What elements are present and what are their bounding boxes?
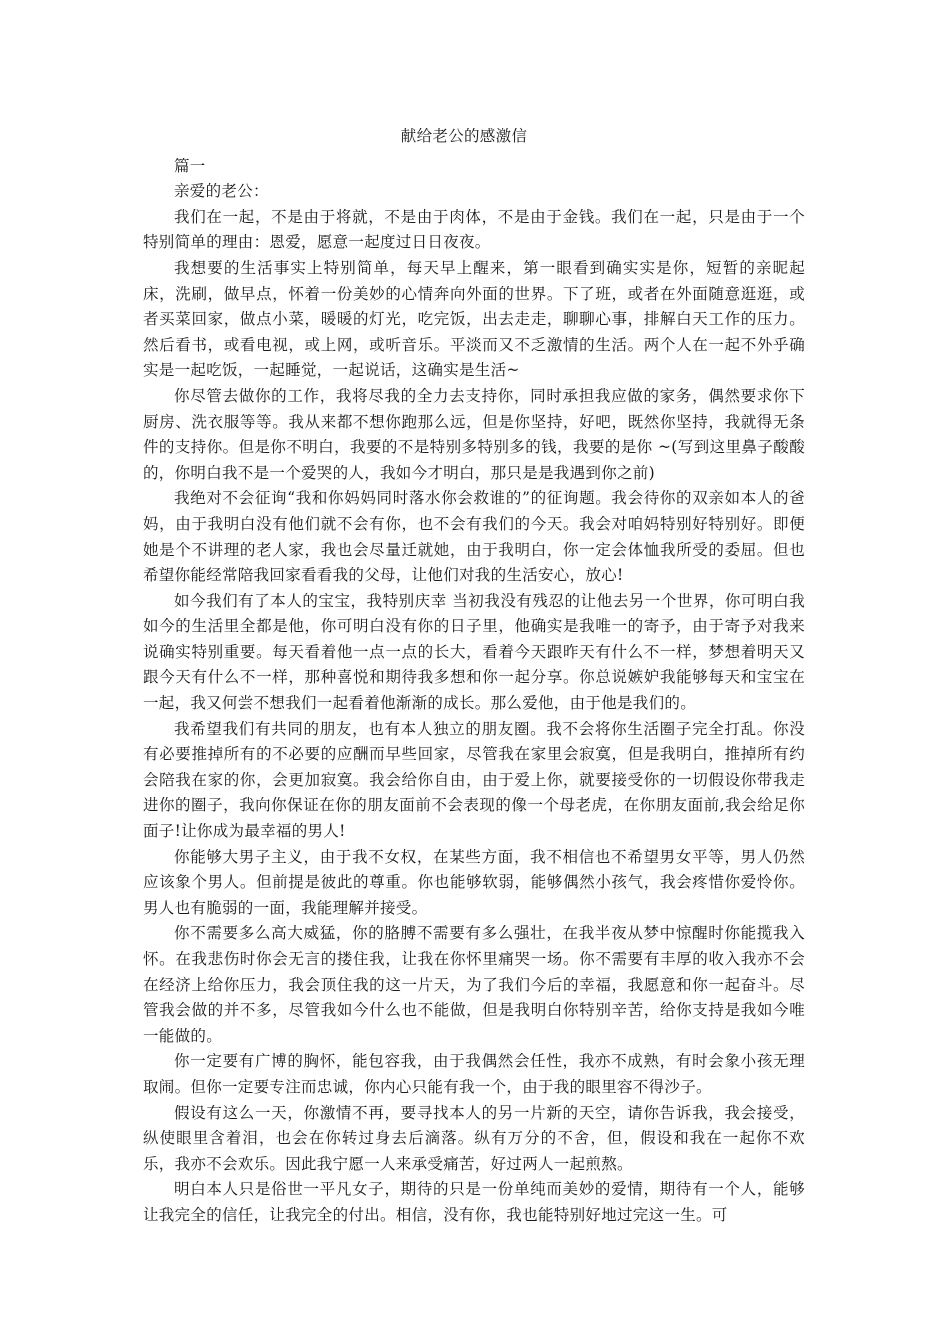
paragraph: 你能够大男子主义，由于我不女权，在某些方面，我不相信也不希望男女平等，男人仍然应该象个男人。但前提是彼此的尊重。你也能够软弱，能够偶然小孩气，我会疼惜你爱怜你。男人也有脆弱的一面，我能理解并接受。 — [143, 847, 805, 917]
salutation: 亲爱的老公： — [174, 182, 269, 201]
paragraph: 你尽管去做你的工作，我将尽我的全力去支持你，同时承担我应做的家务，偶然要求你下厨房、洗衣服等等。我从来都不想你跑那么远，但是你坚持，好吧，既然你坚持，我就得无条件的支持你。但是你不明白，我要的不是特别多特别多的钱，我要的是你 ~(写到这里鼻子酸酸的，你明白我不是一个爱哭的人，我如今才明白，那只是是我遇到你之前) — [143, 386, 805, 482]
paragraph: 你一定要有广博的胸怀，能包容我，由于我偶然会任性，我亦不成熟，有时会象小孩无理取闹。但你一定要专注而忠诚，你内心只能有我一个，由于我的眼里容不得沙子。 — [143, 1052, 805, 1096]
paragraph: 我们在一起，不是由于将就，不是由于肉体，不是由于金钱。我们在一起，只是由于一个特别简单的理由：恩爱，愿意一起度过日日夜夜。 — [143, 207, 805, 252]
document-title: 献给老公的感激信 — [400, 127, 528, 145]
paragraph: 我希望我们有共同的朋友，也有本人独立的朋友圈。我不会将你生活圈子完全打乱。你没有必要推掉所有的不必要的应酬而早些回家，尽管我在家里会寂寞，但是我明白，推掉所有约会陪我在家的你，会更加寂寞。我会给你自由，由于爱上你，就要接受你的一切假设你带我走进你的圈子，我向你保证在你的朋友面前不会表现的像一个母老虎，在你朋友面前,我会给足你面子!让你成为最幸福的男人! — [143, 719, 805, 841]
document-body — [143, 124, 805, 1229]
paragraph: 你不需要多么高大威猛，你的胳膊不需要有多么强壮，在我半夜从梦中惊醒时你能揽我入怀。在我悲伤时你会无言的搂住我，让我在你怀里痛哭一场。你不需要有丰厚的收入我亦不会在经济上给你压力，我会顶住我的这一片天，为了我们今后的幸福，我愿意和你一起奋斗。尽管我会做的并不多，尽管我如今什么也不能做，但是我明白你特别辛苦，给你支持是我如今唯一能做的。 — [143, 924, 805, 1045]
paragraph: 如今我们有了本人的宝宝，我特别庆幸 当初我没有残忍的让他去另一个世界，你可明白我如今的生活里全都是他，你可明白没有你的日子里，他确实是我唯一的寄予，由于寄予对我来说确实特别重要。每天看着他一点一点的长大，看着今天跟昨天有什么不一样，梦想着明天又跟今天有什么不一样，那种喜悦和期待我多想和你一起分享。你总说嫉妒我能够每天和宝宝在一起，我又何尝不想我们一起看着他渐渐的成长。那么爱他，由于他是我们的。 — [143, 591, 805, 713]
paragraph: 我绝对不会征询“我和你妈妈同时落水你会救谁的”的征询题。我会待你的双亲如本人的爸妈，由于我明白没有他们就不会有你，也不会有我们的今天。我会对咱妈特别好特别好。即便她是个不讲理的老人家，我也会尽量迁就她，由于我明白，你一定会体恤我所受的委屈。但也希望你能经常陪我回家看看我的父母，让他们对我的生活安心，放心! — [143, 489, 805, 585]
paragraph: 明白本人只是俗世一平凡女子，期待的只是一份单纯而美妙的爱情，期待有一个人，能够让我完全的信任，让我完全的付出。相信，没有你，我也能特别好地过完这一生。可 — [143, 1180, 805, 1224]
paragraph: 假设有这么一天，你激情不再，要寻找本人的另一片新的天空，请你告诉我，我会接受，纵使眼里含着泪，也会在你转过身去后滴落。纵有万分的不舍，但，假设和我在一起你不欢乐，我亦不会欢乐。因此我宁愿一人来承受痛苦，好过两人一起煎熬。 — [143, 1103, 805, 1173]
section-heading: 篇一 — [174, 156, 206, 175]
paragraph: 我想要的生活事实上特别简单，每天早上醒来，第一眼看到确实实是你，短暂的亲昵起床，洗刷，做早点，怀着一份美妙的心情奔向外面的世界。下了班，或者在外面随意逛逛，或者买菜回家，做点小菜，暖暖的灯光，吃完饭，出去走走，聊聊心事，排解白天工作的压力。然后看书，或看电视，或上网，或听音乐。平淡而又不乏激情的生活。两个人在一起不外乎确实是一起吃饭，一起睡觉，一起说话，这确实是生活~ — [143, 258, 805, 380]
